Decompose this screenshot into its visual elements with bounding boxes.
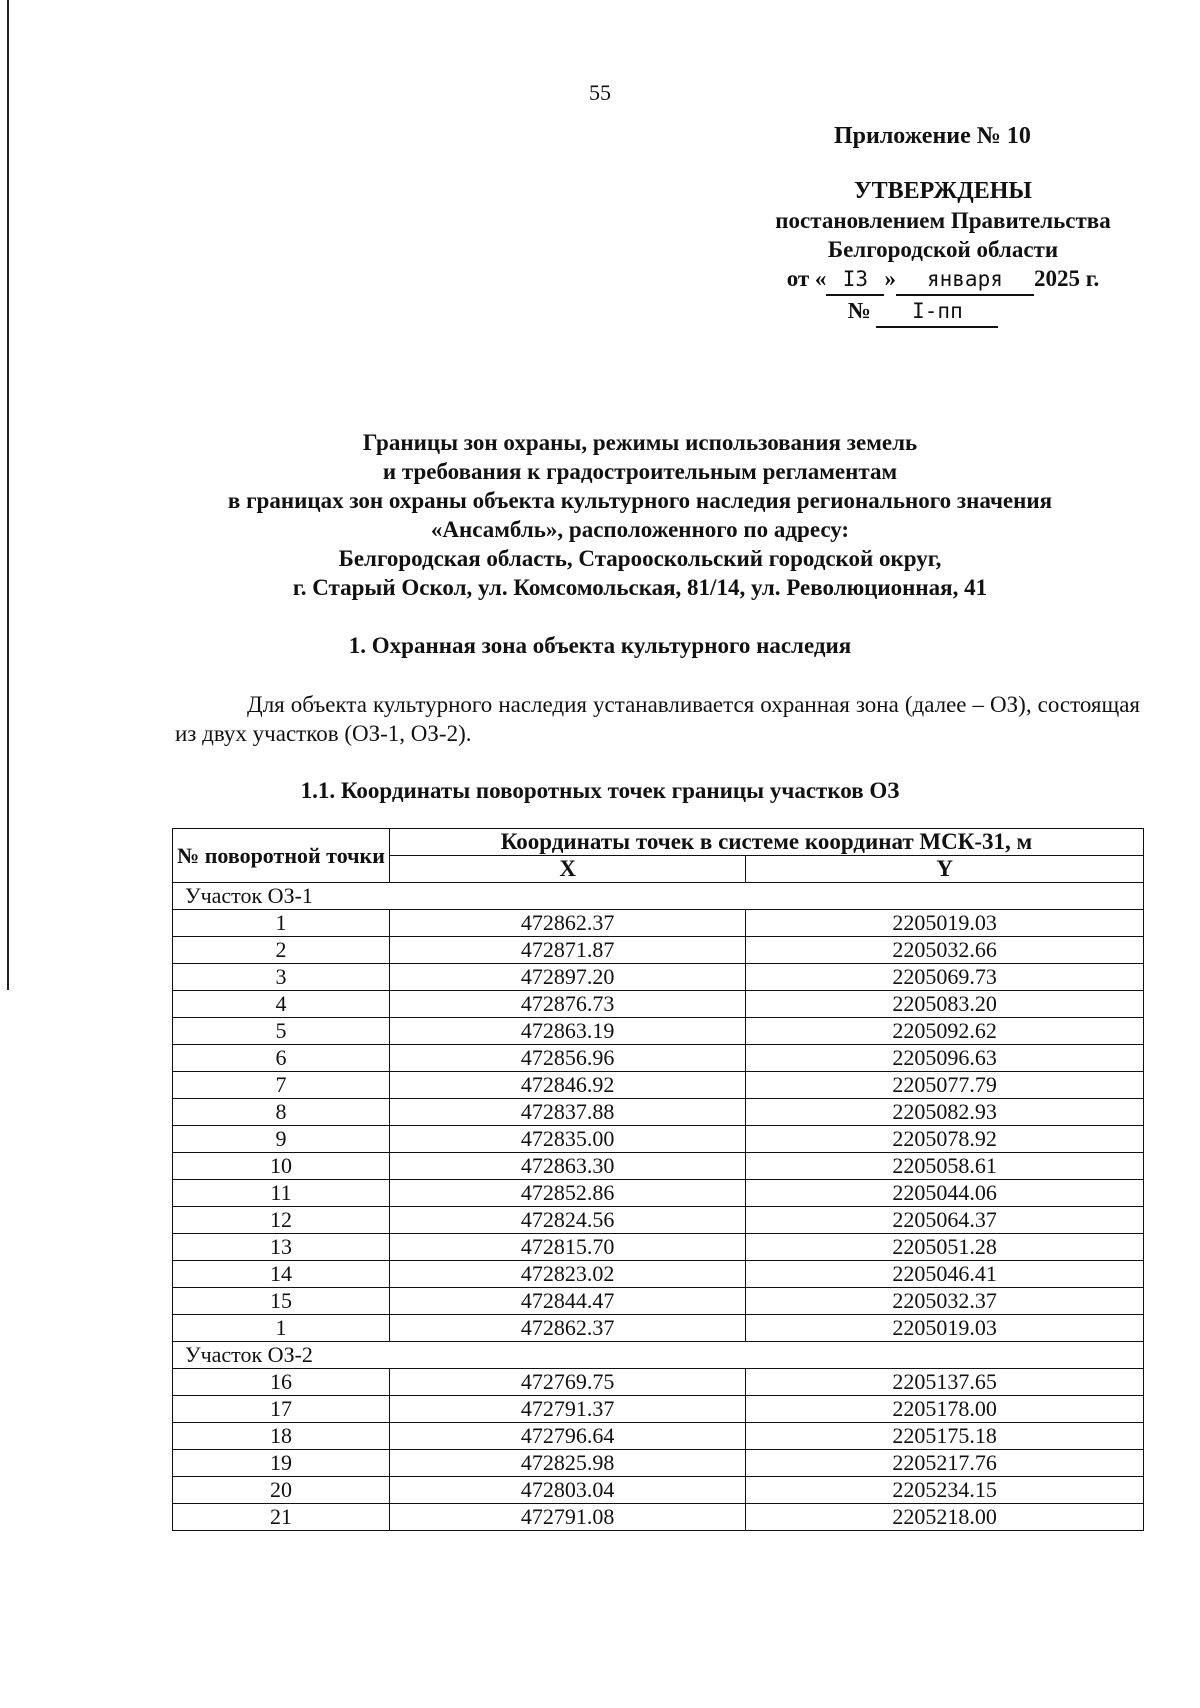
approval-number	[698, 296, 1148, 328]
y-coordinate-cell: 2205077.79	[746, 1072, 1144, 1099]
y-coordinate-cell: 2205064.37	[746, 1207, 1144, 1234]
group-row	[173, 883, 1144, 910]
y-coordinate-cell: 2205178.00	[746, 1396, 1144, 1423]
header-point-number: № поворотной точки	[173, 829, 390, 883]
coordinates-table	[172, 828, 1144, 1531]
y-coordinate-cell: 2205032.66	[746, 937, 1144, 964]
y-coordinate-cell: 2205019.03	[746, 1315, 1144, 1342]
header-y: Y	[746, 856, 1144, 883]
approval-line-1: постановлением Правительства	[775, 208, 1111, 233]
group-row	[173, 1342, 1144, 1369]
table-row	[173, 1234, 1144, 1261]
coordinates-table-body	[173, 883, 1144, 1531]
x-coordinate-cell: 472876.73	[390, 991, 746, 1018]
subsection-heading: 1.1. Координаты поворотных точек границы участков ОЗ	[300, 778, 900, 803]
x-coordinate-cell: 472871.87	[390, 937, 746, 964]
title-line: Белгородская область, Старооскольский городской округ,	[338, 546, 942, 571]
point-number-cell: 21	[173, 1504, 390, 1531]
y-coordinate-cell: 2205217.76	[746, 1450, 1144, 1477]
title-line: г. Старый Оскол, ул. Комсомольская, 81/14, ул. Революционная, 41	[292, 575, 988, 600]
point-number-cell: 14	[173, 1261, 390, 1288]
point-number-cell: 2	[173, 937, 390, 964]
x-coordinate-cell: 472852.86	[390, 1180, 746, 1207]
point-number-cell: 13	[173, 1234, 390, 1261]
date-day: I3	[826, 265, 884, 296]
x-coordinate-cell: 472796.64	[390, 1423, 746, 1450]
approval-line-2: Белгородской области	[827, 237, 1059, 262]
table-row	[173, 1018, 1144, 1045]
y-coordinate-cell: 2205069.73	[746, 964, 1144, 991]
group-label: Участок ОЗ-2	[173, 1342, 1144, 1369]
table-row	[173, 1045, 1144, 1072]
table-row	[173, 1261, 1144, 1288]
table-row	[173, 1504, 1144, 1531]
y-coordinate-cell: 2205092.62	[746, 1018, 1144, 1045]
point-number-cell: 19	[173, 1450, 390, 1477]
table-row	[173, 991, 1144, 1018]
x-coordinate-cell: 472837.88	[390, 1099, 746, 1126]
point-number-cell: 1	[173, 910, 390, 937]
x-coordinate-cell: 472862.37	[390, 910, 746, 937]
x-coordinate-cell: 472897.20	[390, 964, 746, 991]
y-coordinate-cell: 2205234.15	[746, 1477, 1144, 1504]
x-coordinate-cell: 472769.75	[390, 1369, 746, 1396]
x-coordinate-cell: 472844.47	[390, 1288, 746, 1315]
x-coordinate-cell: 472862.37	[390, 1315, 746, 1342]
y-coordinate-cell: 2205032.37	[746, 1288, 1144, 1315]
x-coordinate-cell: 472863.30	[390, 1153, 746, 1180]
point-number-cell: 9	[173, 1126, 390, 1153]
point-number-cell: 11	[173, 1180, 390, 1207]
point-number-cell: 10	[173, 1153, 390, 1180]
table-row	[173, 1315, 1144, 1342]
approved-label: УТВЕРЖДЕНЫ	[854, 178, 1032, 204]
page-number: 55	[589, 80, 611, 105]
table-row	[173, 1369, 1144, 1396]
table-row	[173, 1153, 1144, 1180]
x-coordinate-cell: 472825.98	[390, 1450, 746, 1477]
table-row	[173, 964, 1144, 991]
table-row	[173, 1180, 1144, 1207]
y-coordinate-cell: 2205058.61	[746, 1153, 1144, 1180]
point-number-cell: 12	[173, 1207, 390, 1234]
y-coordinate-cell: 2205175.18	[746, 1423, 1144, 1450]
y-coordinate-cell: 2205083.20	[746, 991, 1144, 1018]
title-line: в границах зон охраны объекта культурного наследия регионального значения	[227, 488, 1053, 513]
table-row	[173, 910, 1144, 937]
date-mid: »	[884, 266, 896, 291]
title-line: «Ансамбль», расположенного по адресу:	[430, 517, 850, 542]
x-coordinate-cell: 472815.70	[390, 1234, 746, 1261]
x-coordinate-cell: 472824.56	[390, 1207, 746, 1234]
appendix-label: Приложение № 10	[834, 123, 1031, 149]
table-row	[173, 1450, 1144, 1477]
table-row	[173, 1477, 1144, 1504]
table-row	[173, 1288, 1144, 1315]
point-number-cell: 15	[173, 1288, 390, 1315]
date-prefix: от «	[786, 266, 827, 291]
table-row	[173, 1207, 1144, 1234]
point-number-cell: 6	[173, 1045, 390, 1072]
point-number-cell: 18	[173, 1423, 390, 1450]
y-coordinate-cell: 2205046.41	[746, 1261, 1144, 1288]
point-number-cell: 5	[173, 1018, 390, 1045]
y-coordinate-cell: 2205051.28	[746, 1234, 1144, 1261]
x-coordinate-cell: 472791.08	[390, 1504, 746, 1531]
number-value: I-пп	[876, 297, 998, 328]
point-number-cell: 17	[173, 1396, 390, 1423]
y-coordinate-cell: 2205218.00	[746, 1504, 1144, 1531]
approval-date	[738, 264, 1148, 296]
x-coordinate-cell: 472803.04	[390, 1477, 746, 1504]
point-number-cell: 3	[173, 964, 390, 991]
table-row	[173, 1126, 1144, 1153]
header-x: X	[390, 856, 746, 883]
point-number-cell: 8	[173, 1099, 390, 1126]
x-coordinate-cell: 472835.00	[390, 1126, 746, 1153]
header-coordinates: Координаты точек в системе координат МСК-31, м	[390, 829, 1144, 856]
y-coordinate-cell: 2205044.06	[746, 1180, 1144, 1207]
x-coordinate-cell: 472791.37	[390, 1396, 746, 1423]
approval-block	[738, 122, 1148, 328]
point-number-cell: 7	[173, 1072, 390, 1099]
x-coordinate-cell: 472846.92	[390, 1072, 746, 1099]
section-heading: 1. Охранная зона объекта культурного наследия	[348, 633, 852, 658]
point-number-cell: 4	[173, 991, 390, 1018]
date-year: 2025 г.	[1033, 266, 1100, 291]
table-row	[173, 1396, 1144, 1423]
y-coordinate-cell: 2205082.93	[746, 1099, 1144, 1126]
table-row	[173, 1072, 1144, 1099]
date-month: января	[896, 265, 1034, 296]
y-coordinate-cell: 2205137.65	[746, 1369, 1144, 1396]
group-label: Участок ОЗ-1	[173, 883, 1144, 910]
table-row	[173, 1423, 1144, 1450]
section-paragraph: Для объекта культурного наследия устанавливается охранная зона (далее – ОЗ), состоящая из двух участков (ОЗ-1, ОЗ-2).	[175, 692, 1140, 746]
table-row	[173, 937, 1144, 964]
document-title	[160, 428, 1120, 602]
point-number-cell: 16	[173, 1369, 390, 1396]
point-number-cell: 1	[173, 1315, 390, 1342]
y-coordinate-cell: 2205096.63	[746, 1045, 1144, 1072]
title-line: и требования к градостроительным регламентам	[382, 459, 898, 484]
point-number-cell: 20	[173, 1477, 390, 1504]
y-coordinate-cell: 2205078.92	[746, 1126, 1144, 1153]
x-coordinate-cell: 472823.02	[390, 1261, 746, 1288]
table-row	[173, 1099, 1144, 1126]
number-prefix: №	[847, 298, 871, 323]
x-coordinate-cell: 472856.96	[390, 1045, 746, 1072]
title-line: Границы зон охраны, режимы использования земель	[362, 430, 918, 455]
x-coordinate-cell: 472863.19	[390, 1018, 746, 1045]
y-coordinate-cell: 2205019.03	[746, 910, 1144, 937]
scan-left-edge	[7, 0, 9, 990]
